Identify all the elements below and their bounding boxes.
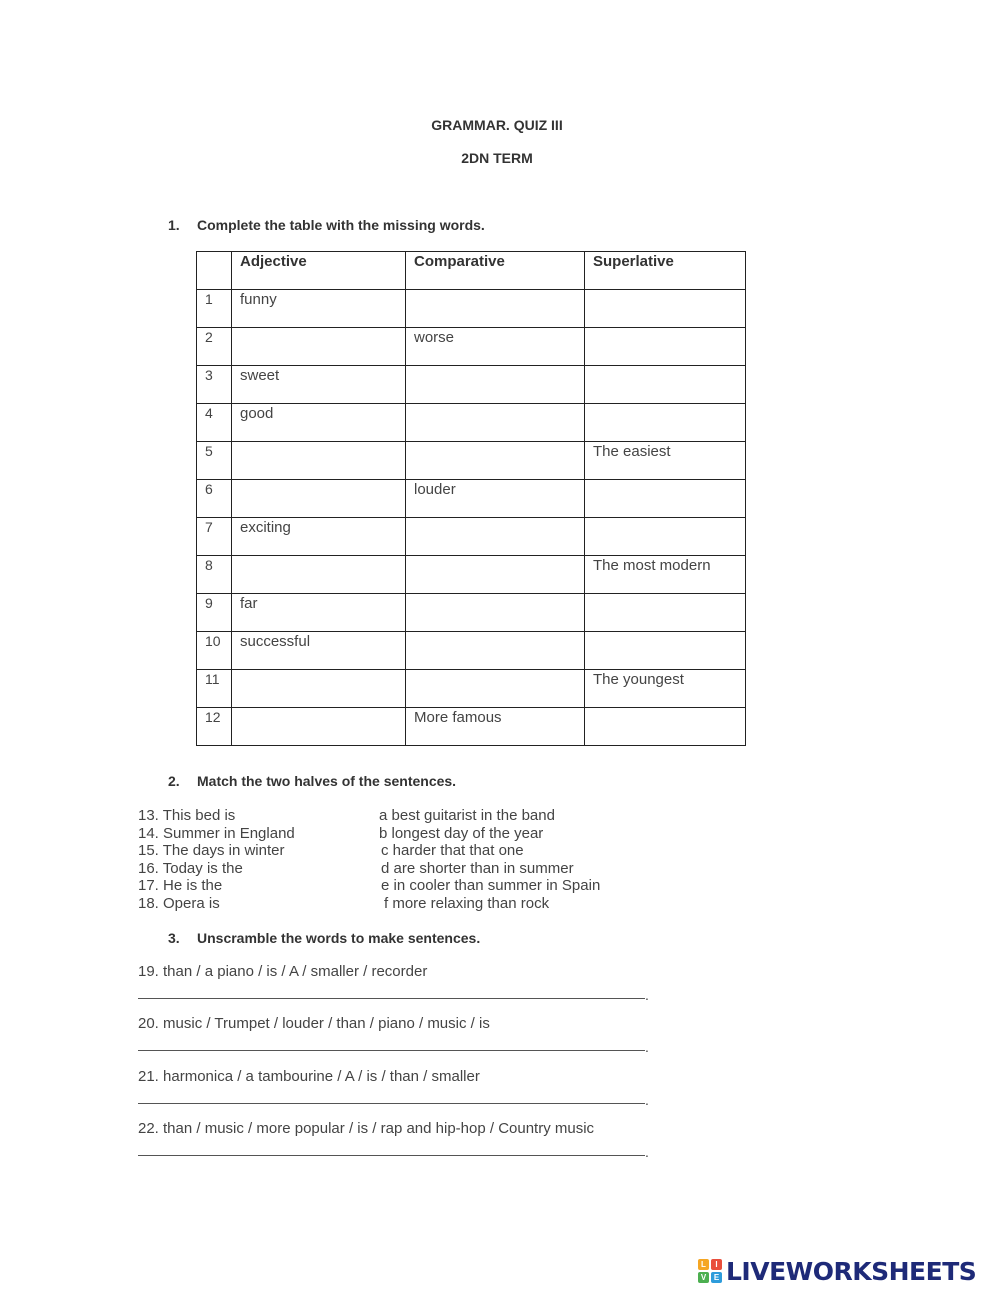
table-header-cell: Comparative xyxy=(406,252,585,290)
liveworksheets-logo[interactable] xyxy=(698,1256,976,1286)
row-number: 2 xyxy=(197,328,232,366)
table-cell[interactable] xyxy=(406,366,585,404)
scrambled-words: 22. than / music / more popular / is / rap and hip-hop / Country music xyxy=(138,1120,595,1137)
table-cell: exciting xyxy=(232,518,406,556)
table-row xyxy=(197,328,746,366)
table-cell[interactable] xyxy=(585,594,746,632)
logo-block: I xyxy=(711,1259,722,1270)
table-row xyxy=(197,594,746,632)
list-item xyxy=(138,895,638,913)
sentence-end: b longest day of the year xyxy=(379,824,544,842)
table-cell[interactable] xyxy=(232,556,406,594)
table-row xyxy=(197,708,746,746)
table-header-cell: Adjective xyxy=(232,252,406,290)
row-number: 5 xyxy=(197,442,232,480)
section-number: 1. xyxy=(168,217,180,233)
sentence-start: 14. Summer in England xyxy=(138,824,295,842)
row-number: 12 xyxy=(197,708,232,746)
table-cell: sweet xyxy=(232,366,406,404)
table-cell: The youngest xyxy=(585,670,746,708)
table-cell: far xyxy=(232,594,406,632)
list-item xyxy=(138,807,638,825)
table-cell: good xyxy=(232,404,406,442)
table-row xyxy=(197,632,746,670)
line-end: . xyxy=(645,1039,649,1055)
table-cell[interactable] xyxy=(585,518,746,556)
page-title: GRAMMAR. QUIZ III xyxy=(431,117,563,133)
line-end: . xyxy=(645,1144,649,1160)
section-instruction: Complete the table with the missing words. xyxy=(197,217,485,233)
table-header-row xyxy=(197,252,746,290)
scrambled-words: 19. than / a piano / is / A / smaller / recorder xyxy=(138,963,428,980)
table-row xyxy=(197,404,746,442)
list-item xyxy=(138,877,638,895)
row-number: 6 xyxy=(197,480,232,518)
table-row xyxy=(197,442,746,480)
row-number: 1 xyxy=(197,290,232,328)
scrambled-words: 21. harmonica / a tambourine / A / is / than / smaller xyxy=(138,1068,480,1085)
section-instruction: Unscramble the words to make sentences. xyxy=(197,930,481,946)
section-3-heading xyxy=(168,930,480,946)
table-row xyxy=(197,670,746,708)
scrambled-words: 20. music / Trumpet / louder / than / piano / music / is xyxy=(138,1015,490,1032)
list-item xyxy=(138,842,638,860)
sentence-end: f more relaxing than rock xyxy=(384,894,550,912)
logo-block: E xyxy=(711,1272,722,1283)
table-cell[interactable] xyxy=(232,480,406,518)
page-subtitle: 2DN TERM xyxy=(461,150,533,166)
logo-blocks-icon xyxy=(698,1259,722,1283)
table-row xyxy=(197,480,746,518)
table-cell[interactable] xyxy=(585,404,746,442)
table-cell[interactable] xyxy=(232,442,406,480)
matching-exercise xyxy=(138,807,638,912)
sentence-end: d are shorter than in summer xyxy=(381,859,574,877)
table-header-cell xyxy=(197,252,232,290)
table-cell[interactable] xyxy=(585,290,746,328)
answer-line[interactable] xyxy=(138,1090,658,1108)
table-cell[interactable] xyxy=(406,670,585,708)
row-number: 8 xyxy=(197,556,232,594)
table-row xyxy=(197,556,746,594)
section-number: 3. xyxy=(168,930,180,946)
table-cell: successful xyxy=(232,632,406,670)
row-number: 4 xyxy=(197,404,232,442)
table-cell[interactable] xyxy=(406,632,585,670)
table-cell[interactable] xyxy=(406,442,585,480)
section-1-heading xyxy=(168,217,485,233)
sentence-start: 18. Opera is xyxy=(138,894,220,912)
table-cell: The easiest xyxy=(585,442,746,480)
answer-line[interactable] xyxy=(138,1142,658,1160)
table-row xyxy=(197,518,746,556)
list-item xyxy=(138,860,638,878)
section-2-heading xyxy=(168,773,456,789)
logo-block: V xyxy=(698,1272,709,1283)
line-end: . xyxy=(645,987,649,1003)
logo-block: L xyxy=(698,1259,709,1270)
table-cell: More famous xyxy=(406,708,585,746)
row-number: 10 xyxy=(197,632,232,670)
table-cell: louder xyxy=(406,480,585,518)
table-header-cell: Superlative xyxy=(585,252,746,290)
table-cell[interactable] xyxy=(406,518,585,556)
table-cell[interactable] xyxy=(406,404,585,442)
unscramble-item xyxy=(138,1068,658,1108)
unscramble-item xyxy=(138,1120,658,1160)
table-cell: The most modern xyxy=(585,556,746,594)
answer-line[interactable] xyxy=(138,985,658,1003)
table-cell[interactable] xyxy=(406,556,585,594)
sentence-start: 15. The days in winter xyxy=(138,842,285,859)
table-cell[interactable] xyxy=(585,328,746,366)
line-end: . xyxy=(645,1092,649,1108)
list-item xyxy=(138,825,638,843)
sentence-start: 17. He is the xyxy=(138,877,223,894)
table-cell[interactable] xyxy=(232,670,406,708)
row-number: 9 xyxy=(197,594,232,632)
section-instruction: Match the two halves of the sentences. xyxy=(197,773,457,789)
answer-line[interactable] xyxy=(138,1037,658,1055)
table-row xyxy=(197,290,746,328)
row-number: 11 xyxy=(197,670,232,708)
table-cell[interactable] xyxy=(585,632,746,670)
sentence-start: 13. This bed is xyxy=(138,807,236,824)
table-cell[interactable] xyxy=(406,594,585,632)
table-cell[interactable] xyxy=(585,708,746,746)
table-cell[interactable] xyxy=(406,290,585,328)
table-cell: funny xyxy=(232,290,406,328)
table-row xyxy=(197,366,746,404)
logo-text: LIVEWORKSHEETS xyxy=(726,1256,977,1286)
unscramble-item xyxy=(138,1015,658,1055)
sentence-end: a best guitarist in the band xyxy=(379,807,555,824)
sentence-end: c harder that that one xyxy=(381,842,524,859)
comparatives-table xyxy=(196,251,746,746)
table-cell: worse xyxy=(406,328,585,366)
table-cell[interactable] xyxy=(585,480,746,518)
table-cell[interactable] xyxy=(232,708,406,746)
table-cell[interactable] xyxy=(232,328,406,366)
sentence-end: e in cooler than summer in Spain xyxy=(381,877,601,894)
section-number: 2. xyxy=(168,773,180,789)
row-number: 7 xyxy=(197,518,232,556)
table-cell[interactable] xyxy=(585,366,746,404)
sentence-start: 16. Today is the xyxy=(138,859,243,877)
unscramble-item xyxy=(138,963,658,1003)
row-number: 3 xyxy=(197,366,232,404)
